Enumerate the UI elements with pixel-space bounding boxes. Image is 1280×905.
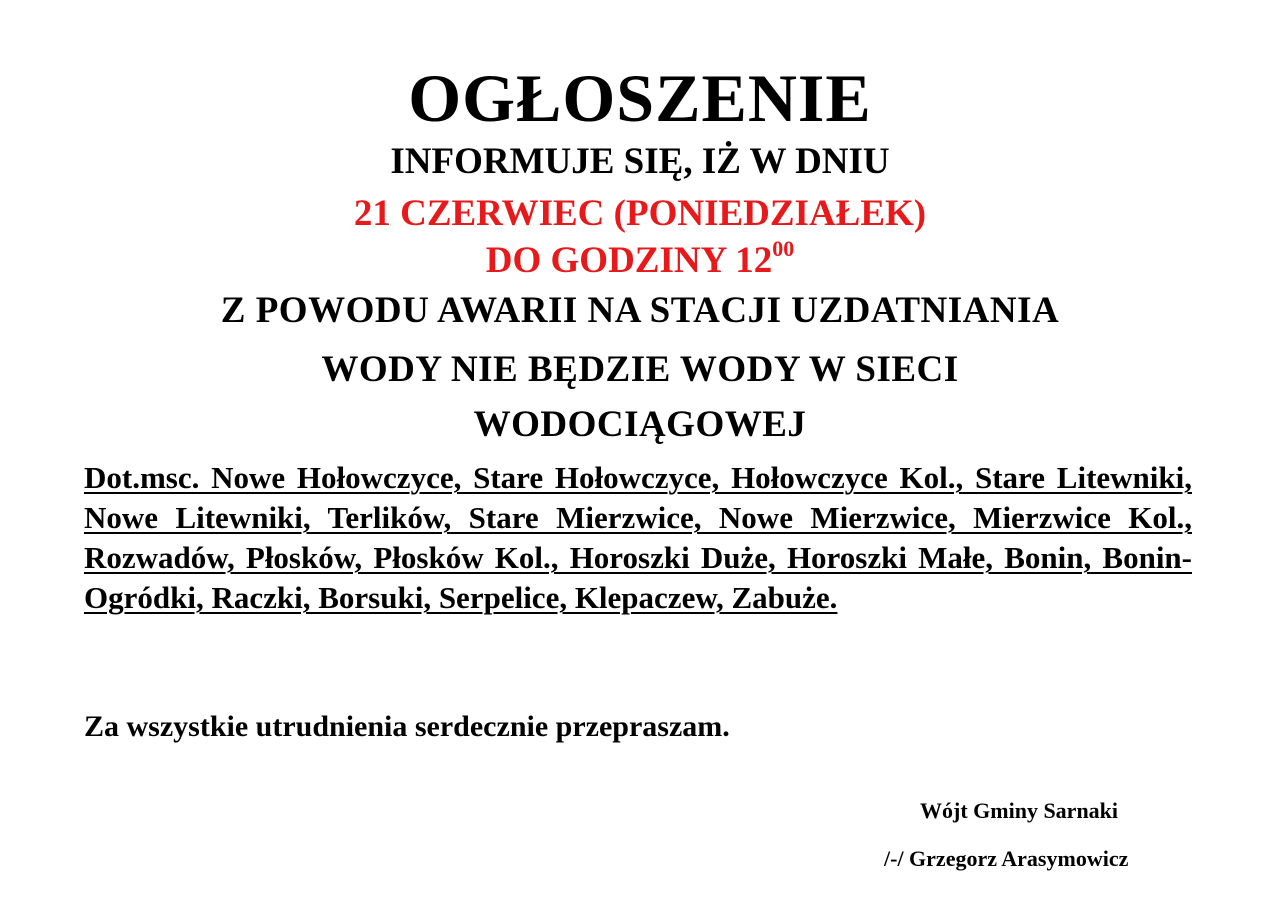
notice-hour xyxy=(0,236,1280,281)
notice-date: 21 CZERWIEC (PONIEDZIAŁEK) xyxy=(353,193,927,234)
notice-reason-line-2: WODY NIE BĘDZIE WODY W SIECI xyxy=(321,349,959,390)
signature-role: Wójt Gminy Sarnaki xyxy=(920,798,1119,823)
notice-hour-text: DO GODZINY 12 xyxy=(485,240,773,281)
signature-name: /-/ Grzegorz Arasymowicz xyxy=(884,846,1129,871)
apology-text: Za wszystkie utrudnienia serdecznie przepraszam. xyxy=(84,710,730,743)
affected-places-list: Dot.msc. Nowe Hołowczyce, Stare Hołowczyce, Hołowczyce Kol., Stare Litewniki, Nowe Litewniki, Terlików, Stare Mierzwice, Nowe Mierzwice, Mierzwice Kol., Rozwadów, Płosków, Płosków Kol., Horoszki Duże, Horoszki Małe, Bonin, Bonin-Ogródki, Raczki, Borsuki, Serpelice, Klepaczew, Zabuże. xyxy=(84,460,1192,615)
notice-hour-minutes: 00 xyxy=(772,236,795,261)
notice-title: OGŁOSZENIE xyxy=(408,60,872,136)
notice-reason-line-3: WODOCIĄGOWEJ xyxy=(473,404,807,445)
notice-intro: INFORMUJE SIĘ, IŻ W DNIU xyxy=(390,141,890,182)
notice-reason-line-1: Z POWODU AWARII NA STACJI UZDATNIANIA xyxy=(220,290,1060,331)
